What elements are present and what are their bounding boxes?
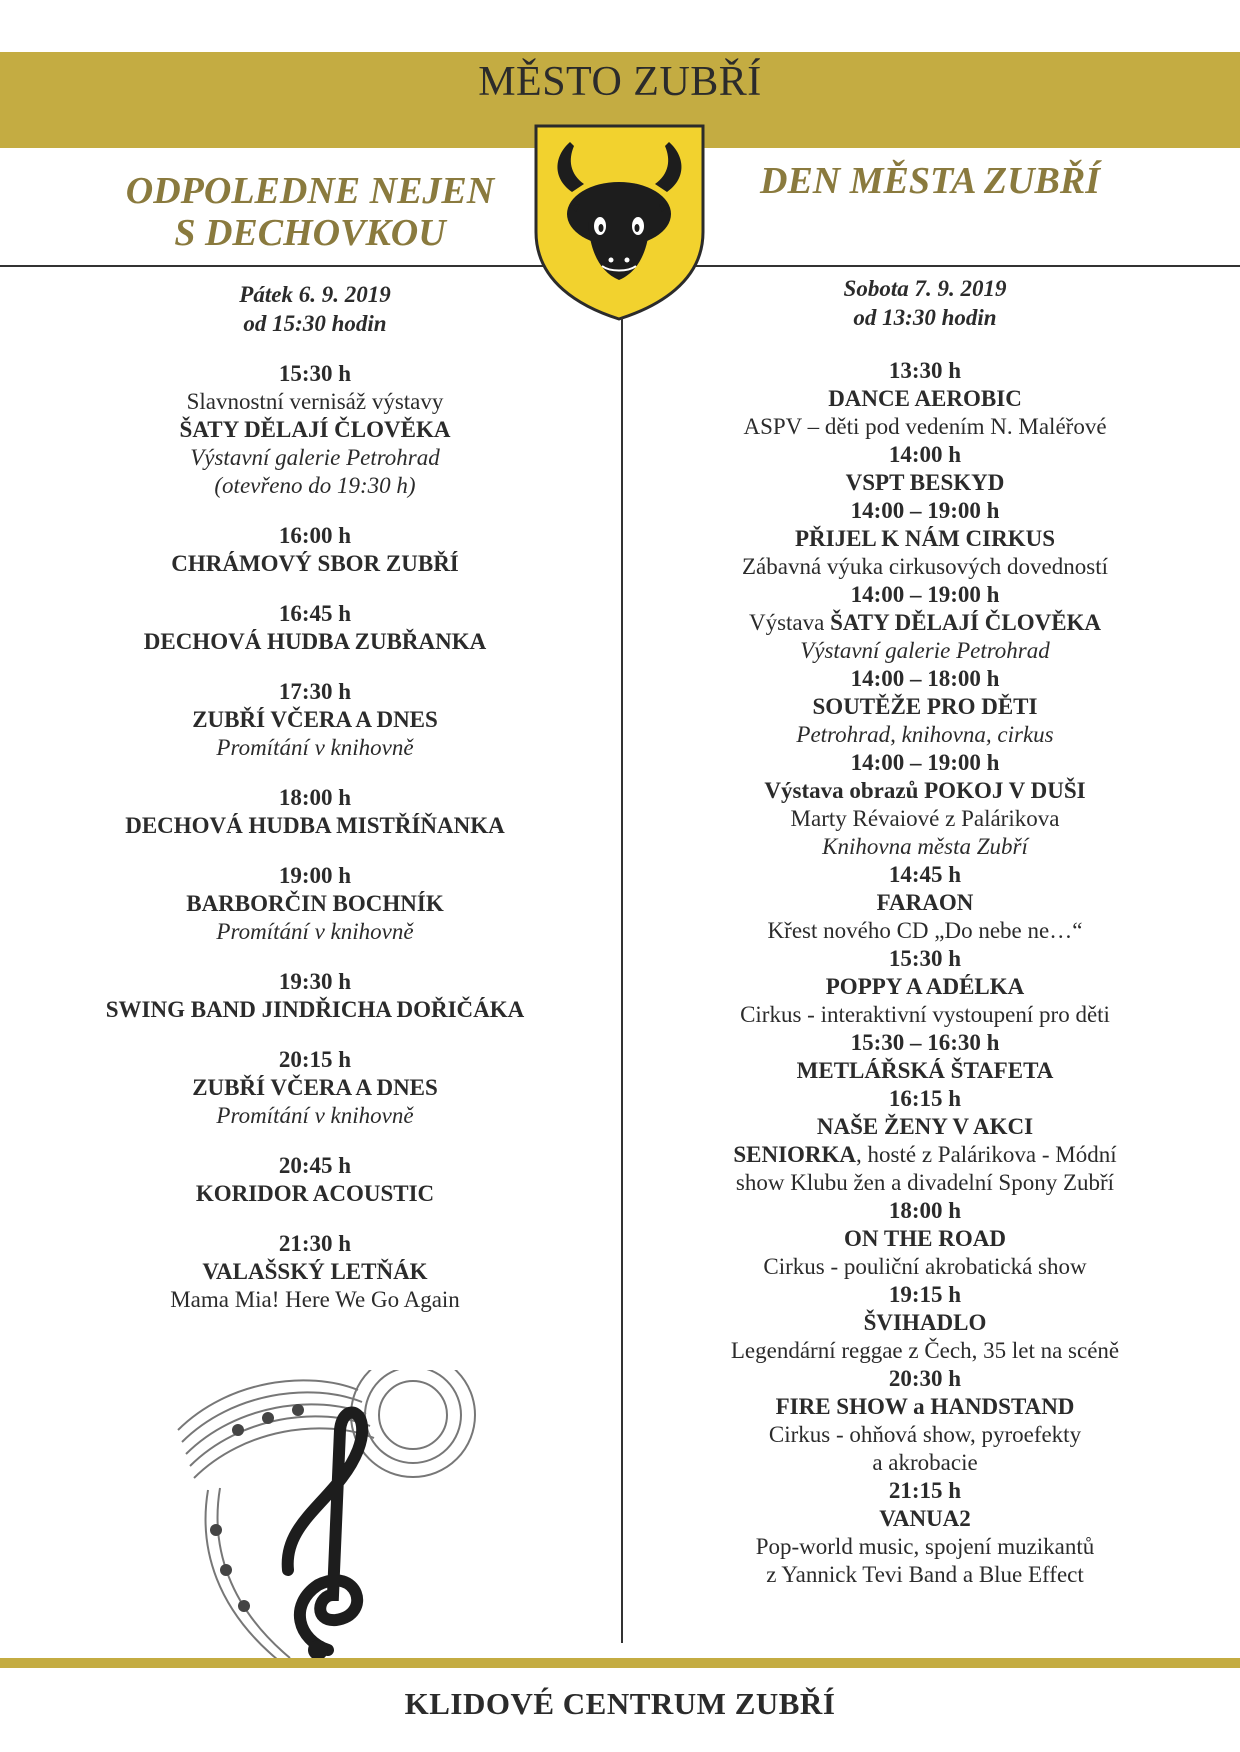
- item-note: (otevřeno do 19:30 h): [214, 473, 416, 498]
- treble-clef-icon: [168, 1370, 478, 1670]
- item-name: BARBORČIN BOCHNÍK: [186, 891, 444, 916]
- programme-item: [40, 522, 590, 578]
- item-name: ON THE ROAD: [844, 1226, 1006, 1251]
- item-text: Mama Mia! Here We Go Again: [170, 1287, 460, 1312]
- item-text: Slavnostní vernisáž výstavy: [186, 389, 444, 414]
- item-name: METLÁŘSKÁ ŠTAFETA: [796, 1058, 1054, 1083]
- item-time: 13:30 h: [888, 358, 962, 383]
- programme-item: [690, 497, 1160, 581]
- item-name: ŠATY DĚLAJÍ ČLOVĚKA: [179, 417, 451, 442]
- item-time: 14:45 h: [888, 862, 962, 887]
- item-name: Výstava obrazů POKOJ V DUŠI: [764, 778, 1086, 803]
- item-venue: Výstavní galerie Petrohrad: [800, 638, 1050, 663]
- item-time: 21:15 h: [888, 1478, 962, 1503]
- programme-item: [690, 581, 1160, 665]
- date-line: Pátek 6. 9. 2019: [239, 282, 391, 307]
- start-time-line: od 13:30 hodin: [853, 305, 997, 330]
- item-text: z Yannick Tevi Band a Blue Effect: [766, 1562, 1084, 1587]
- item-text: Pop-world music, spojení muzikantů: [755, 1534, 1095, 1559]
- item-time: 16:45 h: [278, 601, 352, 626]
- item-text: Zábavná výuka cirkusových dovedností: [742, 554, 1108, 579]
- item-time: 14:00 – 18:00 h: [850, 666, 1000, 691]
- footer-title: KLIDOVÉ CENTRUM ZUBŘÍ: [404, 1686, 836, 1721]
- item-time: 18:00 h: [888, 1198, 962, 1223]
- programme-item: [40, 784, 590, 840]
- item-venue: Promítání v knihovně: [216, 1103, 414, 1128]
- item-text: Marty Révaiové z Palárikova: [790, 806, 1060, 831]
- item-time: 19:15 h: [888, 1282, 962, 1307]
- item-name: ZUBŘÍ VČERA A DNES: [192, 707, 438, 732]
- item-text: show Klubu žen a divadelní Spony Zubří: [735, 1170, 1115, 1195]
- item-time: 21:30 h: [278, 1231, 352, 1256]
- item-text: Cirkus - pouliční akrobatická show: [763, 1254, 1087, 1279]
- item-name: DANCE AEROBIC: [828, 386, 1022, 411]
- item-time: 16:00 h: [278, 523, 352, 548]
- item-name: VANUA2: [879, 1506, 971, 1531]
- item-time: 15:30 h: [888, 946, 962, 971]
- item-time: 18:00 h: [278, 785, 352, 810]
- item-time: 19:30 h: [278, 969, 352, 994]
- item-name: SOUTĚŽE PRO DĚTI: [812, 694, 1038, 719]
- item-text: ASPV – děti pod vedením N. Maléřové: [743, 414, 1107, 439]
- programme-item: [690, 1029, 1160, 1085]
- programme-item: [690, 1197, 1160, 1281]
- programme-item: [40, 360, 590, 500]
- item-name: VALAŠSKÝ LETŇÁK: [202, 1259, 428, 1284]
- item-text: Cirkus - ohňová show, pyroefekty: [768, 1422, 1082, 1447]
- item-time: 20:30 h: [888, 1366, 962, 1391]
- item-time: 15:30 h: [278, 361, 352, 386]
- item-name: FIRE SHOW a HANDSTAND: [775, 1394, 1075, 1419]
- programme-item: [40, 1046, 590, 1130]
- item-name: ŠATY DĚLAJÍ ČLOVĚKA: [830, 610, 1102, 635]
- item-venue: Výstavní galerie Petrohrad: [190, 445, 440, 470]
- item-time: 19:00 h: [278, 863, 352, 888]
- programme-item: [40, 600, 590, 656]
- item-name: PŘIJEL K NÁM CIRKUS: [794, 526, 1056, 551]
- programme-item: [40, 968, 590, 1024]
- item-time: 16:15 h: [888, 1086, 962, 1111]
- item-name: VSPT BESKYD: [845, 470, 1005, 495]
- column-divider: [621, 318, 623, 1643]
- item-name: DECHOVÁ HUDBA ZUBŘANKA: [143, 629, 487, 654]
- programme-item: [690, 1281, 1160, 1365]
- date-line: Sobota 7. 9. 2019: [843, 276, 1007, 301]
- item-name: POPPY A ADÉLKA: [825, 974, 1025, 999]
- programme-item: [690, 861, 1160, 945]
- item-name: ŠVIHADLO: [863, 1310, 987, 1335]
- programme-item: [690, 357, 1160, 441]
- item-venue: Promítání v knihovně: [216, 735, 414, 760]
- item-text: Výstava: [748, 610, 831, 635]
- item-time: 20:45 h: [278, 1153, 352, 1178]
- programme-item: [690, 945, 1160, 1029]
- programme-item: [40, 862, 590, 946]
- item-time: 15:30 – 16:30 h: [850, 1030, 1000, 1055]
- item-time: 14:00 – 19:00 h: [850, 498, 1000, 523]
- programme-item: [690, 749, 1160, 861]
- item-name: ZUBŘÍ VČERA A DNES: [192, 1075, 438, 1100]
- left-event-title-line: S DECHOVKOU: [174, 212, 446, 254]
- programme-item: [690, 665, 1160, 749]
- programme-item: [40, 1152, 590, 1208]
- right-event-title: DEN MĚSTA ZUBŘÍ: [760, 160, 1100, 202]
- item-name: SENIORKA: [733, 1142, 857, 1167]
- programme-item: [690, 441, 1160, 497]
- item-venue: Promítání v knihovně: [216, 919, 414, 944]
- item-text: Křest nového CD „Do nebe ne…“: [767, 918, 1083, 943]
- item-text: , hosté z Palárikova - Módní: [856, 1142, 1117, 1167]
- programme-item: [690, 1085, 1160, 1197]
- item-time: 14:00 – 19:00 h: [850, 582, 1000, 607]
- item-name: KORIDOR ACOUSTIC: [195, 1181, 435, 1206]
- item-name: CHRÁMOVÝ SBOR ZUBŘÍ: [171, 551, 459, 576]
- item-name: DECHOVÁ HUDBA MISTŘÍŇANKA: [125, 813, 505, 838]
- programme-item: [690, 1477, 1160, 1589]
- item-text: Cirkus - interaktivní vystoupení pro děti: [740, 1002, 1110, 1027]
- item-time: 17:30 h: [278, 679, 352, 704]
- left-event-title: [100, 170, 520, 254]
- left-programme: [40, 360, 590, 1336]
- programme-item: [690, 1365, 1160, 1477]
- right-programme: [690, 357, 1160, 1589]
- left-date: [80, 280, 550, 338]
- left-event-title-line: ODPOLEDNE NEJEN: [125, 170, 495, 212]
- item-text: Legendární reggae z Čech, 35 let na scéně: [730, 1338, 1120, 1363]
- programme-item: [40, 1230, 590, 1314]
- item-venue: Petrohrad, knihovna, cirkus: [796, 722, 1054, 747]
- programme-item: [40, 678, 590, 762]
- item-time: 14:00 h: [888, 442, 962, 467]
- item-name-line: [690, 609, 1160, 637]
- item-time: 14:00 – 19:00 h: [850, 750, 1000, 775]
- item-text-line: [690, 1141, 1160, 1169]
- bison-crest-icon: [532, 122, 707, 322]
- item-name: FARAON: [876, 890, 974, 915]
- right-date: [690, 274, 1160, 332]
- item-text: a akrobacie: [872, 1450, 978, 1475]
- city-title: MĚSTO ZUBŘÍ: [478, 59, 762, 105]
- item-name: NAŠE ŽENY V AKCI: [816, 1114, 1034, 1139]
- item-venue: Knihovna města Zubří: [822, 834, 1028, 859]
- start-time-line: od 15:30 hodin: [243, 311, 387, 336]
- item-name: SWING BAND JINDŘICHA DOŘIČÁKA: [105, 997, 525, 1022]
- item-time: 20:15 h: [278, 1047, 352, 1072]
